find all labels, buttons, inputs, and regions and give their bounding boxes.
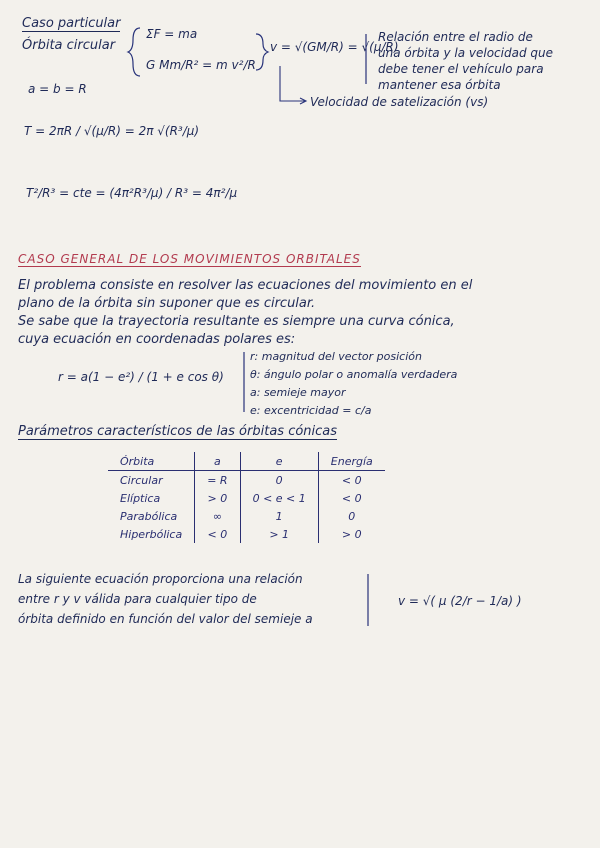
cell-orbit: Parabólica (120, 509, 178, 523)
cell-orbit: Circular (120, 473, 163, 487)
cell-e: 0 (240, 471, 318, 490)
vis-viva-text-1: La siguiente ecuación proporciona una relación (18, 572, 303, 586)
cell-e: 0 < e < 1 (240, 489, 318, 507)
circular-orbit-label: Órbita circular (22, 38, 116, 53)
cell-orbit: Hiperbólica (120, 527, 183, 541)
cell-a: = R (195, 471, 240, 490)
cell-orbit: Elíptica (120, 491, 161, 505)
eq-velocity: v = √(GM/R) = √(μ/R) (270, 40, 399, 54)
cell-energy: < 0 (318, 489, 385, 507)
vis-viva-text-2: entre r y v válida para cualquier tipo de (18, 592, 257, 606)
cell-a: ∞ (195, 507, 240, 525)
note-line-3: debe tener el vehículo para (378, 62, 544, 76)
section-title-particular: Caso particular (22, 16, 121, 31)
cell-e: 1 (240, 507, 318, 525)
eq-ab: a = b = R (28, 82, 87, 96)
legend-r: r: magnitud del vector posición (250, 350, 422, 363)
cell-energy: 0 (318, 507, 385, 525)
note-line-1: Relación entre el radio de (378, 30, 533, 44)
note-line-4: mantener esa órbita (378, 78, 501, 92)
note-line-2: una órbita y la velocidad que (378, 46, 553, 60)
header-a: a (195, 452, 240, 471)
general-paragraph-3: Se sabe que la trayectoria resultante es siempre una curva cónica, (18, 314, 455, 329)
eq-period: T = 2πR / √(μ/R) = 2π √(R³/μ) (24, 124, 200, 138)
vis-viva-equation: v = √( μ (2/r − 1/a) ) (398, 594, 522, 608)
legend-theta: θ: ángulo polar o anomalía verdadera (250, 368, 458, 381)
cell-a: < 0 (195, 525, 240, 543)
header-energy: Energía (318, 452, 385, 471)
params-title: Parámetros característicos de las órbitas cónicas (18, 424, 338, 439)
section-title-general: CASO GENERAL DE LOS MOVIMIENTOS ORBITALES (18, 252, 361, 266)
legend-e: e: excentricidad = c/a (250, 404, 372, 417)
cell-energy: < 0 (318, 471, 385, 490)
eq-polar: r = a(1 − e²) / (1 + e cos θ) (58, 370, 224, 384)
eq-force: ΣF = ma (146, 27, 198, 41)
eq-gravity: G Mm/R² = m v²/R (146, 58, 256, 72)
legend-a: a: semieje mayor (250, 386, 346, 399)
general-paragraph-4: cuya ecuación en coordenadas polares es: (18, 332, 296, 347)
header-orbit: Órbita (108, 452, 195, 471)
cell-e: > 1 (240, 525, 318, 543)
general-paragraph-2: plano de la órbita sin suponer que es circular. (18, 296, 316, 311)
cell-a: > 0 (195, 489, 240, 507)
vis-viva-text-3: órbita definido en función del valor del semieje a (18, 612, 313, 626)
satellization-velocity-note: Velocidad de satelización (vs) (310, 95, 489, 109)
general-paragraph-1: El problema consiste en resolver las ecuaciones del movimiento en el (18, 278, 473, 293)
header-e: e (240, 452, 318, 471)
eq-kepler: T²/R³ = cte = (4π²R³/μ) / R³ = 4π²/μ (26, 186, 238, 200)
cell-energy: > 0 (318, 525, 385, 543)
